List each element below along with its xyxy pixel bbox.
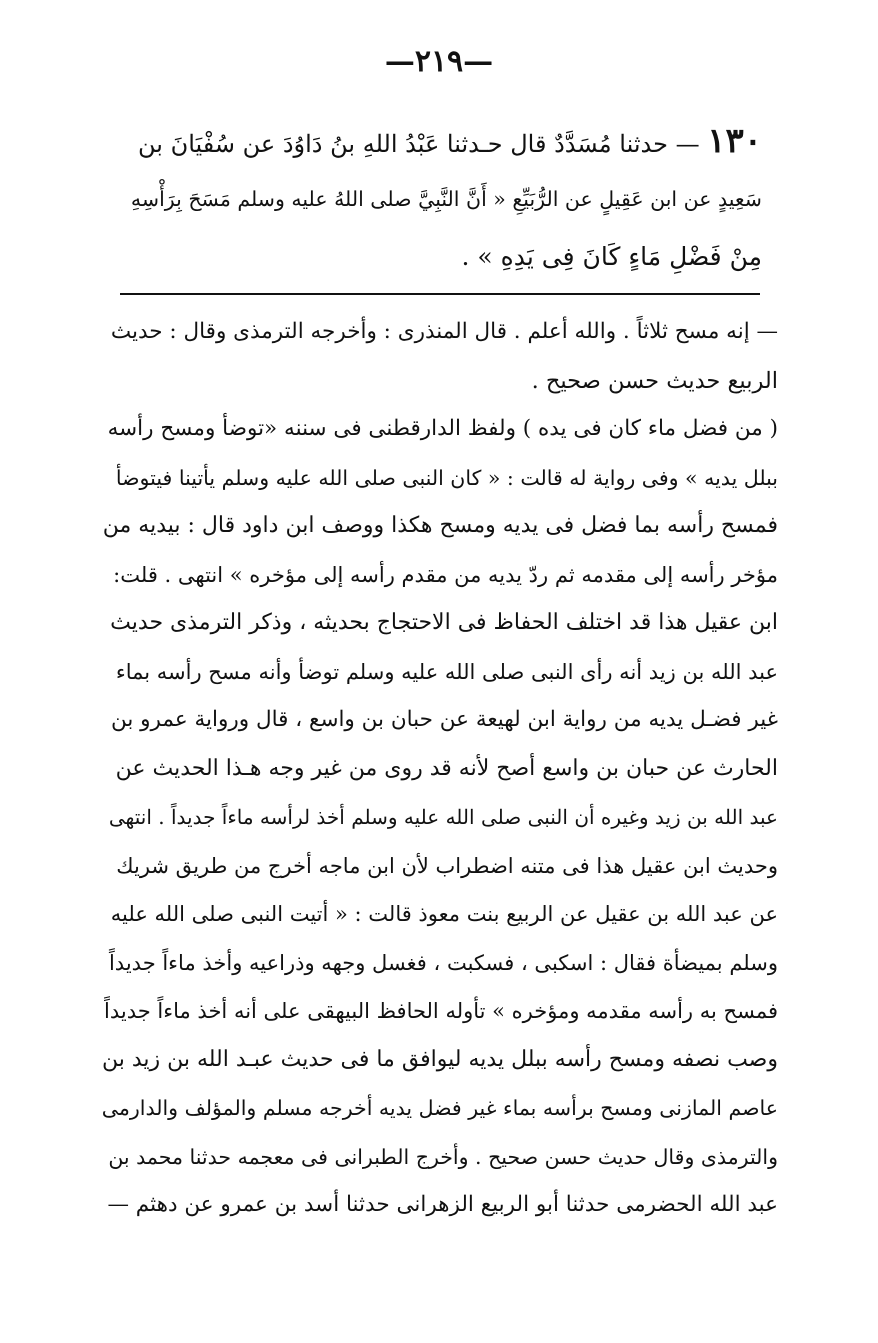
commentary-line: وصب نصفه ومسح رأسه ببلل يديه ليوافق ما فى حديث عبـد الله بن زيد بن: [101, 1046, 778, 1072]
commentary-line: وحديث ابن عقيل هذا فى متنه اضطراب لأن ابن ماجه أخرج من طريق شريك: [116, 853, 778, 878]
hadith-line-2: سَعِيدٍ عن ابن عَقِيلٍ عن الرُّبَيِّعِ « أَنَّ النَّبِيَّ صلى اللهُ عليه وسلم مَسَحَ بِرَأْسِهِ: [130, 187, 762, 211]
commentary-line: فمسح رأسه بما فضل فى يديه ومسح هكذا ووصف ابن داود قال : بيديه من: [102, 513, 778, 538]
footnote-divider: [120, 293, 760, 295]
commentary-line: ببلل يديه » وفى رواية له قالت : « كان النبى صلى الله عليه وسلم يأتينا فيتوضأ: [115, 465, 778, 490]
commentary-line: والترمذى وقال حديث حسن صحيح . وأخرج الطبرانى فى معجمه حدثنا محمد بن: [108, 1144, 778, 1169]
commentary-line: الحارث عن حبان بن واسع أصح لأنه قد روى من غير وجه هـذا الحديث عن: [115, 755, 778, 781]
commentary-line: ( من فضل ماء كان فى يده ) ولفظ الدارقطنى فى سننه «توضأ ومسح رأسه: [107, 416, 778, 441]
commentary-text: [102, 308, 778, 1230]
commentary-line: مؤخر رأسه إلى مقدمه ثم ردّ يديه من مقدم رأسه إلى مؤخره » انتهى . قلت:: [113, 562, 778, 587]
commentary-line: وسلم بميضأة فقال : اسكبى ، فسكبت ، فغسل وجهه وذراعيه وأخذ ماءاً جديداً: [108, 950, 778, 975]
commentary-line: غير فضـل يديه من رواية ابن لهيعة عن حبان بن واسع ، قال ورواية عمرو بن: [110, 707, 778, 732]
commentary-line: عبد الله بن زيد أنه رأى النبى صلى الله عليه وسلم توضأ وأنه مسح رأسه بماء: [115, 659, 778, 684]
hadith-line-1: [128, 112, 762, 170]
hadith-line-3: مِنْ فَضْلِ مَاءٍ كَانَ فِى يَدِهِ » .: [461, 242, 762, 271]
commentary-line: فمسح به رأسه مقدمه ومؤخره » تأوله الحافظ البيهقى على أنه أخذ ماءاً جديداً: [104, 999, 778, 1023]
commentary-line: — إنه مسح ثلاثاً . والله أعلم . قال المنذرى : وأخرجه الترمذى وقال : حديث: [110, 319, 778, 344]
commentary-line: عبد الله الحضرمى حدثنا أبو الربيع الزهرانى حدثنا أسد بن عمرو عن دهثم —: [107, 1192, 778, 1217]
commentary-line: عاصم المازنى ومسح برأسه بماء غير فضل يديه أخرجه مسلم والمؤلف والدارمى: [101, 1096, 778, 1120]
hadith-line-text: — حدثنا مُسَدَّدٌ قال حـدثنا عَبْدُ اللهِ بنُ دَاوُدَ عن سُفْيَانَ بن: [138, 130, 700, 158]
commentary-line: الربيع حديث حسن صحيح .: [531, 367, 778, 394]
commentary-line: ابن عقيل هذا قد اختلف الحفاظ فى الاحتجاج بحديثه ، وذكر الترمذى حديث: [110, 610, 778, 635]
hadith-text: [128, 112, 762, 286]
hadith-number: ١٣٠: [707, 121, 762, 161]
commentary-line: عن عبد الله بن عقيل عن الربيع بنت معوذ قالت : « أتيت النبى صلى الله عليه: [110, 902, 778, 926]
commentary-line: عبد الله بن زيد وغيره أن النبى صلى الله عليه وسلم أخذ لرأسه ماءاً جديداً . انتهى: [108, 805, 778, 829]
page-number: —٢١٩—: [384, 44, 494, 79]
